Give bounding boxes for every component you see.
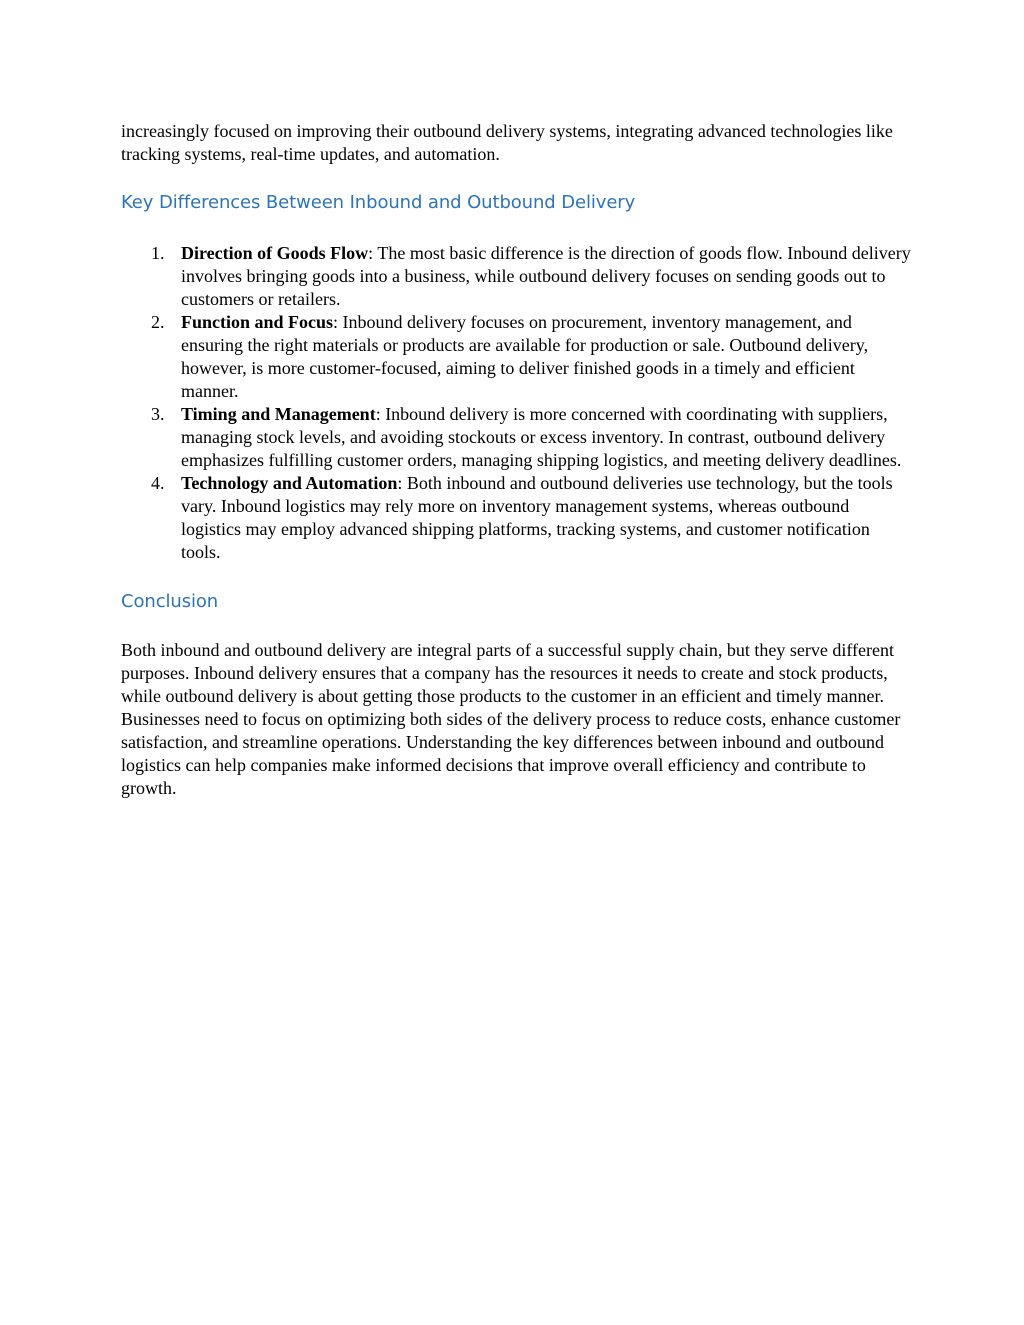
conclusion-paragraph: Both inbound and outbound delivery are integral parts of a successful supply chain, but they serve different purposes. Inbound delivery ensures that a company has the resources it needs to create and stock products, while outbound delivery is about getting those products to the customer in an efficient and timely manner. Businesses need to focus on optimizing both sides of the delivery process to reduce costs, enhance customer satisfaction, and streamline operations. Understanding the key differences between inbound and outbound logistics can help companies make informed decisions that improve overall efficiency and contribute to growth. [121, 640, 901, 798]
key-differences-heading: Key Differences Between Inbound and Outbound Delivery [121, 192, 636, 213]
list-item [151, 472, 911, 564]
differences-list [121, 242, 911, 564]
list-item [151, 311, 911, 403]
list-term: Technology and Automation [181, 473, 398, 493]
list-term: Function and Focus [181, 312, 334, 332]
list-text: : Inbound delivery focuses on procurement, inventory management, and ensuring the right materials or products are available for production or sale. Outbound delivery, however, is more customer-focused, aiming to deliver finished goods in a timely and efficient manner. [181, 312, 869, 401]
conclusion-heading: Conclusion [121, 591, 219, 612]
list-item [151, 403, 911, 472]
list-text: : Inbound delivery is more concerned with coordinating with suppliers, managing stock levels, and avoiding stockouts or excess inventory. In contrast, outbound delivery emphasizes fulfilling customer orders, managing shipping logistics, and meeting delivery deadlines. [181, 404, 902, 470]
list-number: 3. [151, 404, 165, 424]
list-number: 2. [151, 312, 165, 332]
document-body [121, 120, 911, 800]
list-number: 4. [151, 473, 165, 493]
list-text: : The most basic difference is the direction of goods flow. Inbound delivery involves bringing goods into a business, while outbound delivery focuses on sending goods out to customers or retailers. [181, 243, 911, 309]
list-term: Direction of Goods Flow [181, 243, 369, 263]
list-text: : Both inbound and outbound deliveries use technology, but the tools vary. Inbound logistics may rely more on inventory management systems, whereas outbound logistics may employ advanced shipping platforms, tracking systems, and customer notification tools. [181, 473, 893, 562]
list-number: 1. [151, 243, 165, 263]
list-item [151, 242, 911, 311]
intro-paragraph: increasingly focused on improving their outbound delivery systems, integrating advanced technologies like tracking systems, real-time updates, and automation. [121, 121, 893, 164]
list-term: Timing and Management [181, 404, 376, 424]
